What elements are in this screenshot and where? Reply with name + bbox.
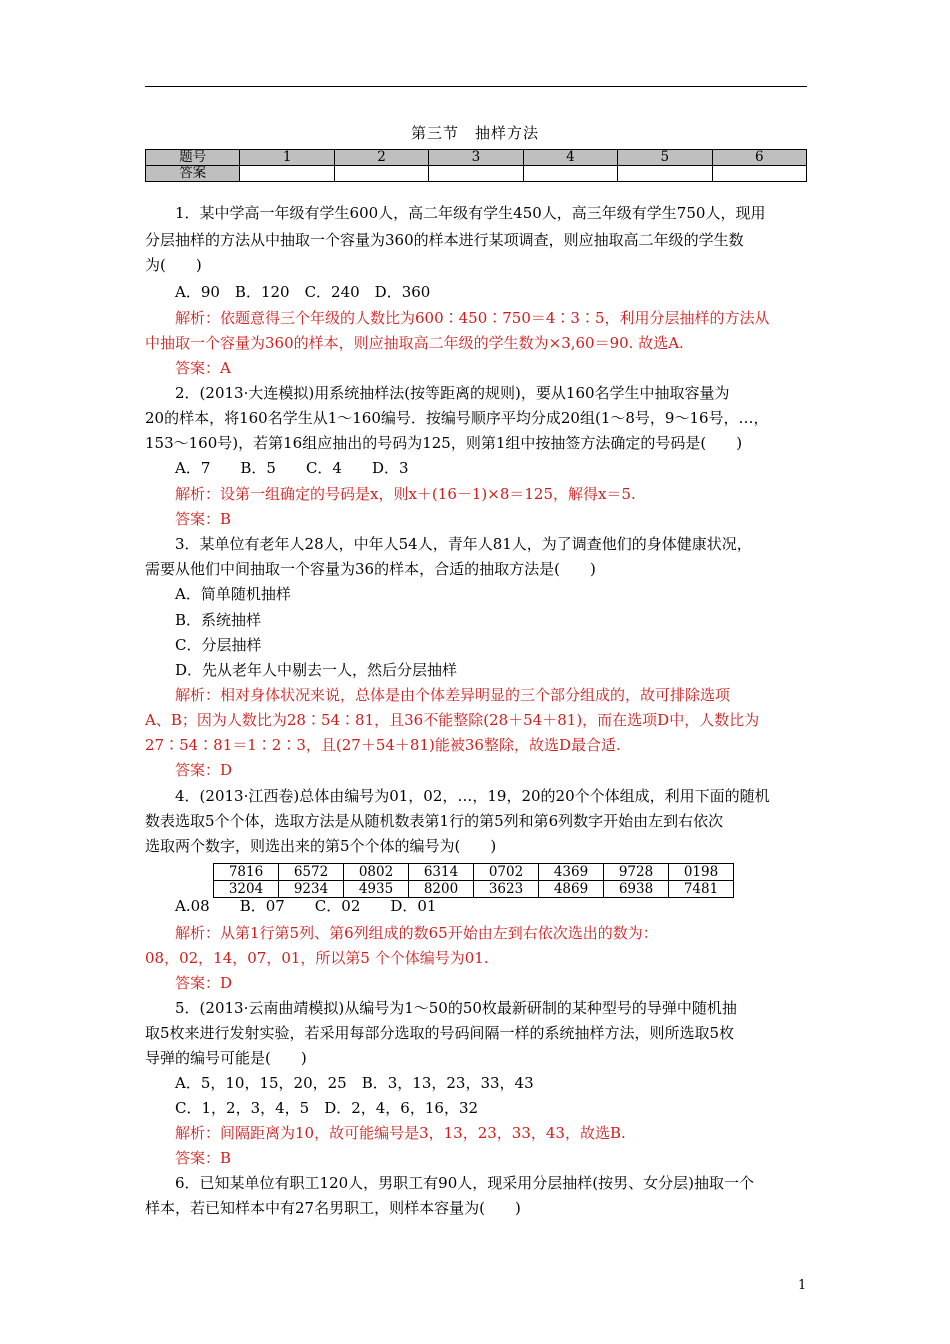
- question-line-q3d: B．系统抽样: [175, 611, 262, 629]
- random-number-cell: 4869: [539, 881, 604, 898]
- question-number-label: 题号: [146, 150, 240, 166]
- question-line-q5e: C．1，2，3，4，5 D．2，4，6，16，32: [175, 1099, 479, 1117]
- solution-line-q3g: 解析：相对身体状况来说，总体是由个体差异明显的三个部分组成的，故可排除选项: [175, 686, 731, 704]
- question-number: 1: [240, 150, 334, 166]
- question-line-q3f: D．先从老年人中剔去一人，然后分层抽样: [175, 661, 458, 679]
- solution-line-q5g: 答案：B: [175, 1149, 232, 1167]
- random-number-cell: 9234: [279, 881, 344, 898]
- solution-line-q4g: 答案：D: [175, 974, 233, 992]
- answer-cell: [712, 166, 806, 182]
- answer-cell: [334, 166, 428, 182]
- answer-table: [145, 149, 807, 182]
- answer-table-header-row: [146, 150, 807, 166]
- solution-line-q4f: 08，02，14，07，01，所以第5 个个体编号为01.: [145, 949, 489, 967]
- random-number-row: [214, 881, 734, 898]
- solution-line-q3j: 答案：D: [175, 761, 233, 779]
- question-line-q6a: 6．已知某单位有职工120人，男职工有90人，现采用分层抽样(按男、女分层)抽取一个: [175, 1174, 754, 1192]
- solution-line-q1f: 中抽取一个容量为360的样本，则应抽取高二年级的学生数为×3,60＝90. 故选A.: [145, 334, 684, 352]
- question-number: 3: [429, 150, 523, 166]
- random-number-cell: 0702: [474, 864, 539, 881]
- random-number-cell: 6314: [409, 864, 474, 881]
- random-number-cell: 3204: [214, 881, 279, 898]
- solution-line-q2e: 解析：设第一组确定的号码是x，则x＋(16－1)×8＝125，解得x＝5.: [175, 485, 636, 503]
- question-line-q4b: 数表选取5个个体，选取方法是从随机数表第1行的第5列和第6列数字开始由左到右依次: [145, 812, 724, 830]
- answer-label: 答案: [146, 166, 240, 182]
- question-line-q5d: A．5，10，15，20，25 B．3，13，23，33，43: [175, 1074, 534, 1092]
- random-number-cell: 3623: [474, 881, 539, 898]
- page-title: 第三节 抽样方法: [410, 124, 539, 142]
- question-line-q2a: 2．(2013·大连模拟)用系统抽样法(按等距离的规则)，要从160名学生中抽取容量为: [175, 384, 730, 402]
- random-number-cell: 6938: [604, 881, 669, 898]
- random-number-cell: 8200: [409, 881, 474, 898]
- header-rule: [145, 86, 807, 87]
- question-line-q5a: 5．(2013·云南曲靖模拟)从编号为1～50的50枚最新研制的某种型号的导弹中随机抽: [175, 999, 737, 1017]
- answer-cell: [240, 166, 334, 182]
- question-number: 5: [618, 150, 712, 166]
- question-line-q2d: A．7 B．5 C．4 D．3: [175, 459, 409, 477]
- solution-line-q3i: 27∶54∶81＝1∶2∶3，且(27＋54＋81)能被36整除，故选D最合适.: [145, 736, 621, 754]
- answer-table-answer-row: [146, 166, 807, 182]
- solution-line-q4e: 解析：从第1行第5列、第6列组成的数65开始由左到右依次选出的数为：: [175, 924, 658, 942]
- question-line-q1b: 分层抽样的方法从中抽取一个容量为360的样本进行某项调查，则应抽取高二年级的学生数: [145, 231, 744, 249]
- question-number: 4: [523, 150, 617, 166]
- question-line-q4a: 4．(2013·江西卷)总体由编号为01，02，…，19，20的20个个体组成，利用下面的随机: [175, 787, 770, 805]
- random-number-cell: 4935: [344, 881, 409, 898]
- random-number-cell: 4369: [539, 864, 604, 881]
- question-line-q3c: A．简单随机抽样: [175, 585, 291, 603]
- page-number: 1: [798, 1278, 807, 1293]
- random-number-cell: 0802: [344, 864, 409, 881]
- answer-cell: [429, 166, 523, 182]
- solution-line-q5f: 解析：间隔距离为10，故可能编号是3，13，23，33，43，故选B.: [175, 1124, 626, 1142]
- question-line-q5b: 取5枚来进行发射实验，若采用每部分选取的号码间隔一样的系统抽样方法，则所选取5枚: [145, 1024, 735, 1042]
- random-number-table: [213, 863, 734, 898]
- question-line-q1c: 为( ): [145, 256, 202, 274]
- random-number-cell: 0198: [669, 864, 734, 881]
- question-line-q1a: 1．某中学高一年级有学生600人，高二年级有学生450人，高三年级有学生750人，现用: [175, 204, 766, 222]
- question-number: 6: [712, 150, 806, 166]
- random-number-cell: 7481: [669, 881, 734, 898]
- random-number-cell: 6572: [279, 864, 344, 881]
- solution-line-q1g: 答案：A: [175, 359, 231, 377]
- random-number-row: [214, 864, 734, 881]
- random-number-cell: 9728: [604, 864, 669, 881]
- question-number: 2: [334, 150, 428, 166]
- question-line-q3e: C．分层抽样: [175, 636, 262, 654]
- question-line-q4d: A.08 B．07 C．02 D．01: [175, 897, 437, 915]
- answer-cell: [618, 166, 712, 182]
- question-line-q2b: 20的样本，将160名学生从1～160编号．按编号顺序平均分成20组(1～8号，9～16号，…，: [145, 409, 769, 427]
- question-line-q3a: 3．某单位有老年人28人，中年人54人，青年人81人，为了调查他们的身体健康状况，: [175, 535, 752, 553]
- question-line-q4c: 选取两个数字，则选出来的第5个个体的编号为( ): [145, 837, 497, 855]
- solution-line-q3h: A、B；因为人数比为28∶54∶81，且36不能整除(28＋54＋81)，而在选项D中，人数比为: [145, 711, 760, 729]
- solution-line-q1e: 解析：依题意得三个年级的人数比为600∶450∶750＝4∶3∶5，利用分层抽样的方法从: [175, 309, 770, 327]
- solution-line-q2f: 答案：B: [175, 510, 232, 528]
- question-line-q5c: 导弹的编号可能是( ): [145, 1049, 307, 1067]
- question-line-q2c: 153～160号)，若第16组应抽出的号码为125，则第1组中按抽签方法确定的号码是( ): [145, 434, 743, 452]
- question-line-q3b: 需要从他们中间抽取一个容量为36的样本，合适的抽取方法是( ): [145, 560, 596, 578]
- answer-cell: [523, 166, 617, 182]
- question-line-q6b: 样本，若已知样本中有27名男职工，则样本容量为( ): [145, 1199, 521, 1217]
- random-number-cell: 7816: [214, 864, 279, 881]
- question-line-q1d: A．90 B．120 C．240 D．360: [175, 283, 431, 301]
